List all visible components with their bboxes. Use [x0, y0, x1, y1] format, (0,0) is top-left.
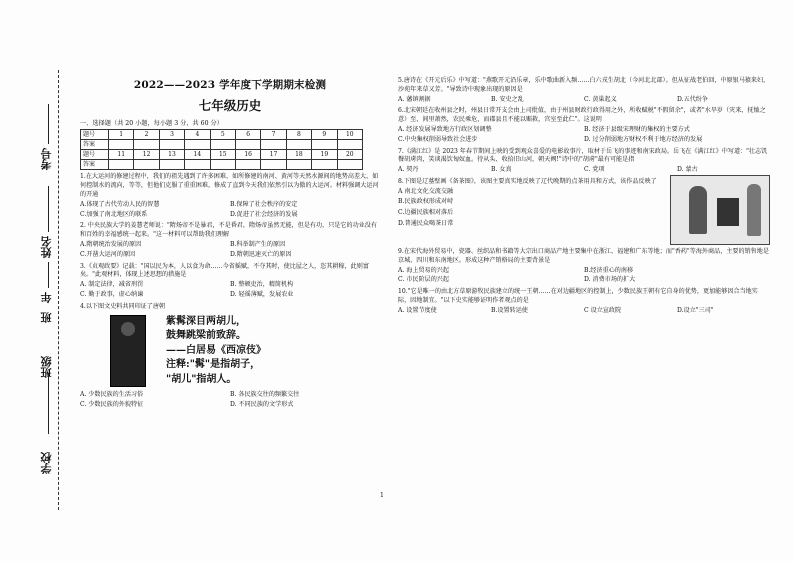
question-4-options: [80, 390, 380, 410]
option-c[interactable]: C 设立宣政院: [584, 306, 622, 314]
option-d[interactable]: D. 不同民族的文学形式: [230, 400, 294, 408]
option-d[interactable]: D. 过分削弱地方财权不利于地方经济的发展: [584, 135, 703, 143]
question-number: 19: [312, 150, 337, 160]
margin-fill-line-1: [48, 104, 49, 144]
answer-cell[interactable]: [109, 160, 134, 170]
option-b[interactable]: B. 安史之乱: [491, 95, 524, 103]
option-a[interactable]: A. 经济发展导致地方行政区划调整: [398, 126, 492, 134]
question-number: 10: [337, 130, 362, 140]
question-number: 3: [159, 130, 184, 140]
option-d[interactable]: D. 消费市场的扩大: [584, 276, 636, 284]
question-number: 12: [134, 150, 159, 160]
answer-table-row-numbers: [81, 130, 363, 140]
answer-cell[interactable]: [312, 160, 337, 170]
option-b[interactable]: B.科举制产生的原因: [230, 241, 286, 249]
tea-mural-image: [670, 175, 770, 245]
question-1-stem: 1.在大运河的修建过程中，我们的祖先遇到了许多困难，如所修建的南河、黄河等天然水源间的地势高差大，如何控制水的流向，等等，但他们克服了重重困难，修成了直到今天我们依然引以为傲的大运河。材料强调大运河的开通: [80, 173, 379, 199]
exam-subject: 七年级历史: [198, 98, 262, 114]
answer-cell[interactable]: [185, 160, 210, 170]
question-number: 17: [261, 150, 286, 160]
margin-fill-line-3: [48, 262, 49, 288]
option-c[interactable]: C. 市民阶层的兴起: [398, 276, 449, 284]
poem-line: "胡儿"指胡人。: [166, 373, 237, 385]
answer-table-row-numbers: [81, 150, 363, 160]
question-number: 6: [235, 130, 260, 140]
option-c[interactable]: C. 勤于政事，虚心纳谏: [80, 290, 144, 298]
option-a[interactable]: A 南北文化交流交融: [398, 187, 454, 195]
answer-cell[interactable]: [159, 160, 184, 170]
question-number: 14: [185, 150, 210, 160]
question-9-stem: 9.在宋代海外贸易中，瓷器、丝织品和书籍等大宗出口商品产地主要集中在浙江、福建和广东等地；而"香药"等海外商品，主要的销售地是京城、四川和东南地区。形成这种产销格局的主要背景是: [398, 247, 769, 264]
question-4-material: [80, 315, 380, 388]
answer-table-row-answers: [81, 160, 363, 170]
answer-cell[interactable]: [109, 140, 134, 150]
option-b[interactable]: B. 整顿吏治，精简机构: [230, 281, 294, 289]
margin-fill-line-2: [48, 186, 49, 232]
answer-cell[interactable]: [312, 140, 337, 150]
option-a[interactable]: A.隋朝统治发展的原因: [80, 241, 142, 249]
option-a[interactable]: A.体现了古代劳动人民的智慧: [80, 200, 160, 208]
question-10-options: [398, 306, 770, 316]
question-2-stem: 2. 中央民族大学的姜慧老师说："隋炀帝不是暴君，不是昏君，隋炀帝虽然无能，但是有功，只是它的功业没有和百姓的幸福感统一起来。"这一材料可以帮助我们理解: [80, 222, 377, 239]
option-d[interactable]: D.隋朝迅速灭亡的原因: [230, 250, 292, 258]
answer-cell[interactable]: [134, 140, 159, 150]
option-a[interactable]: A. 海上贸易的兴起: [398, 266, 449, 274]
option-b[interactable]: B.民族政权形成对峙: [398, 198, 454, 206]
option-a[interactable]: A. 设置节度使: [398, 306, 437, 314]
question-number: 5: [210, 130, 235, 140]
option-c[interactable]: C.中央集权削弱导致社会进步: [398, 135, 478, 143]
poem-text: [166, 315, 266, 388]
answer-cell[interactable]: [134, 160, 159, 170]
question-number: 18: [286, 150, 311, 160]
question-number: 9: [312, 130, 337, 140]
page-number: 1: [380, 492, 384, 499]
question-number: 1: [109, 130, 134, 140]
answer-table: [80, 129, 363, 170]
question-6-stem: 6.北宋朝廷在收州县之时，州县日常开支会由上司批值，由于州县财政行政得用之外，所收赋税"不假留余"，或者"水旱岁（灾来、抚恤之意）至，间里萧然，农民乘危，而郡县且不能以赈救，宫室至此仁"。这说明: [398, 107, 766, 124]
option-b[interactable]: B.保障了社会秩序的安定: [230, 200, 298, 208]
question-1-options: [80, 200, 380, 220]
table-header-cell: 答案: [81, 160, 109, 170]
option-c[interactable]: C. 黄巢起义: [584, 95, 617, 103]
answer-cell[interactable]: [235, 140, 260, 150]
question-9-options: [398, 266, 770, 286]
question-number: 4: [185, 130, 210, 140]
option-d[interactable]: D. 轻徭薄赋，发展农业: [230, 290, 294, 298]
answer-cell[interactable]: [337, 160, 362, 170]
mural-table: [717, 198, 739, 226]
option-a[interactable]: A. 少数民族的生活习俗: [80, 391, 144, 399]
left-column: [80, 78, 380, 410]
question-6-options: [398, 125, 770, 145]
section-heading: 一、选择题（共 20 小题，每小题 3 分，共 60 分）: [80, 120, 223, 128]
question-2-options: [80, 240, 380, 260]
question-8-stem: 8.下图是辽墓壁画《备茶图》，该图主要真实地反映了辽代晚期的点茶用具和方式，该作品反映了: [398, 177, 657, 185]
question-3-options: [80, 280, 380, 300]
mural-figure: [747, 184, 761, 236]
option-d[interactable]: D.促进了社会经济的发展: [230, 210, 298, 218]
answer-cell[interactable]: [286, 140, 311, 150]
answer-cell[interactable]: [261, 160, 286, 170]
question-3-stem: 3.《贞观政要》记载："国以民为本，人以食为命……今省摇赋，不夺其时，使比屋之人，恣其耕稼，此则富矣。"此观材料，体现上述思想的措施是: [80, 262, 369, 279]
question-number: 15: [210, 150, 235, 160]
answer-table-row-answers: [81, 140, 363, 150]
answer-cell[interactable]: [210, 160, 235, 170]
option-c[interactable]: C.开凿大运河的原因: [80, 250, 136, 258]
option-b[interactable]: B. 经济于县级宋理财的集权的主要方式: [584, 126, 690, 134]
question-5-stem: 5.唐诗在《开元后乐》中写道："燕歌开元沿乐章，乐中歌曲新入频……白六戎生胡北（今河北北部）。但从征战老伯回，中原银马猿来妇，沙苑年来草又芳。"导致诗中现象出现的原因是: [398, 77, 770, 93]
question-5-options: [398, 95, 770, 105]
exam-title: 2022——2023 学年度下学期期末检测: [133, 79, 327, 91]
option-b[interactable]: B. 各民族交往的频繁交往: [230, 391, 300, 399]
option-c[interactable]: C.边疆民族相对落后: [398, 209, 454, 217]
option-c[interactable]: C.加强了南北地区的联系: [80, 210, 148, 218]
question-7-options: [398, 165, 770, 175]
option-a[interactable]: A. 制定法律，减省刑罚: [80, 281, 144, 289]
poem-line: 鼓舞跳梁前致辞。: [166, 330, 246, 342]
question-number: 11: [109, 150, 134, 160]
option-d[interactable]: D.设立"三司": [677, 306, 714, 314]
option-b[interactable]: B.设置转运使: [491, 306, 528, 314]
question-10-stem: 10."它是唯一的由北方草原游牧民族建立的统一王朝……在对边疆地区的控制上，少数民族王朝有它自身的优势，更加能够因合当地实际，因地制宜。"以下史实能够证明作者观点的是: [398, 288, 758, 304]
option-b[interactable]: B.经济重心的南移: [584, 266, 634, 274]
option-a[interactable]: A. 藩镇割据: [398, 95, 431, 103]
question-number: 20: [337, 150, 362, 160]
question-8-block: [398, 175, 770, 245]
option-a[interactable]: A. 契丹: [398, 166, 419, 174]
option-d[interactable]: D.五代纷争: [677, 95, 708, 103]
option-d[interactable]: D. 蒙古: [677, 166, 698, 174]
poem-line: 紫髯深目两胡儿，: [166, 315, 246, 327]
question-number: 16: [235, 150, 260, 160]
margin-label-class-char: 班: [40, 312, 53, 323]
question-7-stem: 7.《满江红》是 2023 年春节期间上映的受到观众喜爱的电影故事片，取材于岳飞的事迹和南宋政局。岳飞在《满江红》中写道："壮志饥餐胡虏肉，笑谈渴饮匈奴血。待从头、收拾旧山河，朝天阙!"诗中的"胡虏"最有可能是指: [398, 147, 768, 164]
answer-cell[interactable]: [286, 160, 311, 170]
margin-label-exam-number: 考号: [40, 148, 53, 170]
answer-cell[interactable]: [261, 140, 286, 150]
table-header-cell: 题号: [81, 130, 109, 140]
margin-fill-line-4: [48, 374, 49, 434]
margin-label-class: 班级: [40, 356, 53, 378]
question-number: 13: [159, 150, 184, 160]
option-b[interactable]: B. 女真: [491, 166, 512, 174]
binding-margin: [0, 0, 72, 561]
table-header-cell: 答案: [81, 140, 109, 150]
table-header-cell: 题号: [81, 150, 109, 160]
answer-cell[interactable]: [210, 140, 235, 150]
answer-cell[interactable]: [159, 140, 184, 150]
option-c[interactable]: C. 少数民族的外貌特征: [80, 400, 144, 408]
binding-dashed-line: [58, 70, 59, 510]
question-number: 2: [134, 130, 159, 140]
poem-line: ——白居易《西凉伎》: [166, 344, 266, 356]
mural-figure: [689, 186, 707, 234]
answer-cell[interactable]: [185, 140, 210, 150]
option-d[interactable]: D.普通民众喝茶日常: [398, 219, 454, 227]
margin-label-grade: 年: [40, 292, 53, 303]
poem-line: 注释:"髯"是指胡子，: [166, 359, 261, 371]
margin-label-school: 学校: [40, 452, 53, 474]
right-column: [398, 74, 770, 316]
question-number: 8: [286, 130, 311, 140]
question-number: 7: [261, 130, 286, 140]
answer-cell[interactable]: [337, 140, 362, 150]
hu-figure-image: [110, 315, 146, 387]
margin-label-name: 姓名: [40, 236, 53, 258]
answer-cell[interactable]: [235, 160, 260, 170]
question-4-stem: 4.以下图文史料共同印证了唐朝: [80, 302, 166, 310]
option-c[interactable]: C. 党项: [584, 166, 605, 174]
